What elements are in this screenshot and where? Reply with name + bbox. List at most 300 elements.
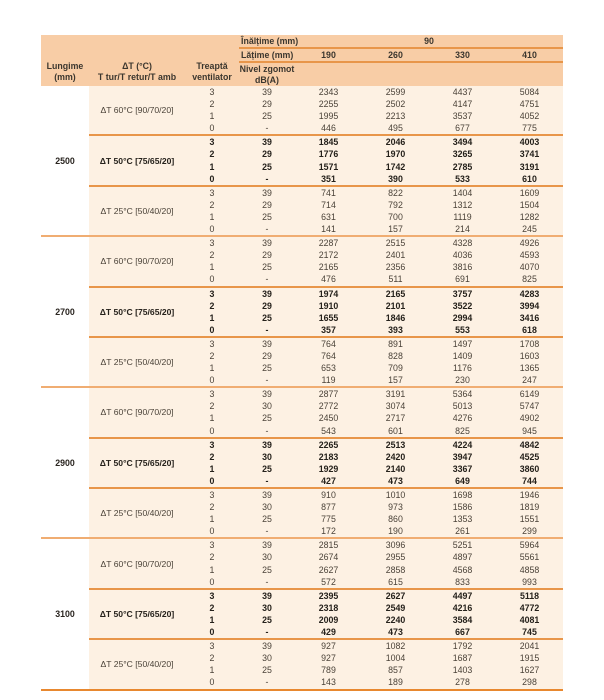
table-row — [185, 237, 563, 249]
lungime-group — [41, 386, 563, 537]
treapta-cell: 3 — [209, 187, 215, 198]
table-row — [185, 388, 563, 400]
table-row — [185, 261, 563, 273]
treapta-cell: 2 — [209, 552, 215, 563]
block-rows — [185, 388, 563, 436]
table-row — [185, 288, 563, 300]
capacity-value-cell: 700 — [388, 211, 403, 222]
treapta-cell: 1 — [209, 211, 215, 222]
table-row — [185, 676, 563, 688]
treapta-cell: 2 — [209, 250, 215, 261]
column-header-delta-t-line1: ΔT (°C) — [122, 61, 152, 71]
capacity-value-cell: 2858 — [385, 564, 406, 575]
capacity-value-cell: 3584 — [452, 614, 473, 625]
nivel-zgomot-cell: 39 — [262, 641, 272, 652]
capacity-value-cell: 1571 — [318, 161, 339, 172]
capacity-value-cell: 1497 — [452, 338, 473, 349]
capacity-value-cell: 1404 — [452, 187, 473, 198]
capacity-value-cell: 214 — [455, 224, 470, 235]
capacity-value-cell: 4224 — [452, 439, 473, 450]
capacity-value-cell: 1698 — [452, 490, 473, 500]
nivel-zgomot-cell: - — [265, 274, 269, 285]
capacity-value-cell: 825 — [522, 274, 537, 285]
block-rows — [185, 86, 563, 134]
treapta-cell: 0 — [209, 677, 215, 688]
capacity-value-cell: 1004 — [385, 653, 406, 664]
delta-t-block — [89, 338, 563, 386]
capacity-value-cell: 4858 — [519, 564, 540, 575]
capacity-value-cell: 4283 — [519, 288, 540, 299]
capacity-value-cell: 4081 — [519, 614, 540, 625]
group-blocks — [89, 86, 563, 235]
capacity-value-cell: 610 — [522, 173, 537, 184]
treapta-cell: 1 — [209, 111, 215, 122]
lungime-group — [41, 235, 563, 386]
capacity-value-cell: 495 — [388, 123, 403, 134]
capacity-value-cell: 857 — [388, 665, 403, 676]
table-row — [185, 161, 563, 173]
nivel-zgomot-cell: 25 — [262, 564, 272, 575]
nivel-zgomot-cell: 25 — [262, 463, 272, 474]
treapta-cell: 0 — [209, 375, 215, 386]
capacity-value-cell: 2599 — [385, 87, 406, 97]
nivel-zgomot-cell: 25 — [262, 665, 272, 676]
lungime-group — [41, 537, 563, 688]
capacity-value-cell: 190 — [388, 526, 403, 537]
table-row — [185, 98, 563, 110]
nivel-zgomot-cell: - — [265, 526, 269, 537]
treapta-cell: 3 — [209, 490, 215, 500]
lungime-cell: 2900 — [41, 388, 89, 537]
capacity-value-cell: 3074 — [385, 401, 406, 412]
treapta-cell: 1 — [209, 514, 215, 525]
capacity-value-cell: 3947 — [452, 451, 473, 462]
treapta-cell: 2 — [209, 300, 215, 311]
treapta-cell: 0 — [209, 627, 215, 638]
capacity-value-cell: 2513 — [385, 439, 406, 450]
block-rows — [185, 136, 563, 184]
capacity-value-cell: 744 — [522, 475, 537, 486]
capacity-value-cell: 653 — [321, 363, 336, 374]
treapta-cell: 2 — [209, 401, 215, 412]
table-row — [185, 338, 563, 350]
delta-t-label: ΔT 60°C [90/70/20] — [100, 558, 174, 569]
header-row-nivel — [239, 63, 563, 86]
nivel-zgomot-cell: 25 — [262, 614, 272, 625]
treapta-cell: 1 — [209, 161, 215, 172]
capacity-value-cell: 2213 — [385, 111, 406, 122]
capacity-value-cell: 5747 — [519, 401, 540, 412]
capacity-value-cell: 1995 — [318, 111, 339, 122]
treapta-cell: 1 — [209, 262, 215, 273]
capacity-value-cell: 891 — [388, 338, 403, 349]
capacity-value-cell: 4897 — [452, 552, 473, 563]
nivel-zgomot-cell: 29 — [262, 199, 272, 210]
capacity-value-cell: 789 — [321, 665, 336, 676]
capacity-value-cell: 1010 — [385, 490, 406, 500]
block-rows — [185, 640, 563, 688]
nivel-zgomot-cell: 30 — [262, 451, 272, 462]
nivel-zgomot-cell: 30 — [262, 502, 272, 513]
nivel-zgomot-cell: 39 — [262, 137, 272, 148]
delta-t-block — [89, 640, 563, 688]
capacity-value-cell: 825 — [455, 425, 470, 436]
nivel-zgomot-cell: 25 — [262, 363, 272, 374]
capacity-value-cell: 1176 — [453, 363, 472, 374]
capacity-value-cell: 1974 — [318, 288, 339, 299]
capacity-value-cell: 1819 — [519, 502, 540, 513]
treapta-cell: 3 — [209, 641, 215, 652]
nivel-zgomot-cell: 39 — [262, 87, 272, 97]
delta-t-block — [89, 237, 563, 285]
capacity-value-cell: 476 — [321, 274, 336, 285]
treapta-cell: 2 — [209, 350, 215, 361]
delta-t-block — [89, 437, 563, 489]
capacity-value-cell: 3416 — [519, 312, 540, 323]
lungime-cell: 3100 — [41, 539, 89, 688]
treapta-cell: 2 — [209, 451, 215, 462]
capacity-value-cell: 927 — [321, 641, 336, 652]
capacity-value-cell: 429 — [321, 627, 336, 638]
treapta-cell: 2 — [209, 99, 215, 110]
capacity-value-cell: 2318 — [318, 602, 339, 613]
capacity-value-cell: 1403 — [452, 665, 473, 676]
delta-t-block — [89, 489, 563, 537]
capacity-value-cell: 572 — [321, 576, 336, 587]
capacity-value-cell: 2183 — [318, 451, 339, 462]
lungime-cell: 2500 — [41, 86, 89, 235]
capacity-value-cell: 1119 — [453, 211, 472, 222]
delta-t-label: ΔT 50°C [75/65/20] — [99, 306, 175, 317]
nivel-zgomot-cell: 39 — [262, 338, 272, 349]
table-row — [185, 300, 563, 312]
table-row — [185, 199, 563, 211]
capacity-value-cell: 2674 — [318, 552, 339, 563]
capacity-value-cell: 2420 — [385, 451, 406, 462]
capacity-value-cell: 4328 — [452, 238, 473, 249]
capacity-value-cell: 2785 — [452, 161, 473, 172]
capacity-value-cell: 2255 — [318, 99, 339, 110]
nivel-zgomot-cell: - — [265, 425, 269, 436]
capacity-value-cell: 1627 — [519, 665, 540, 676]
capacity-value-cell: 5013 — [452, 401, 473, 412]
capacity-value-cell: 1792 — [452, 641, 473, 652]
delta-t-block — [89, 187, 563, 235]
treapta-cell: 1 — [209, 614, 215, 625]
nivel-zgomot-cell: - — [265, 324, 269, 335]
table-row — [185, 249, 563, 261]
capacity-value-cell: 927 — [321, 653, 336, 664]
treapta-cell: 3 — [209, 338, 215, 349]
delta-t-block — [89, 86, 563, 134]
capacity-value-cell: 1845 — [318, 137, 339, 148]
table-row — [185, 513, 563, 525]
capacity-value-cell: 4902 — [519, 413, 540, 424]
capacity-value-cell: 1365 — [519, 363, 540, 374]
table-row — [185, 640, 563, 652]
capacity-value-cell: 1609 — [519, 187, 540, 198]
capacity-value-cell: 877 — [321, 502, 336, 513]
delta-t-label: ΔT 60°C [90/70/20] — [100, 256, 174, 267]
table-row — [185, 324, 563, 336]
capacity-value-cell: 5118 — [519, 590, 540, 601]
table-row — [185, 412, 563, 424]
capacity-value-cell: 828 — [388, 350, 403, 361]
capacity-value-cell: 4036 — [452, 250, 473, 261]
capacity-value-cell: 618 — [522, 324, 537, 335]
delta-t-block — [89, 388, 563, 436]
capacity-value-cell: 351 — [321, 173, 336, 184]
table-row — [185, 122, 563, 134]
table-row — [185, 451, 563, 463]
capacity-value-cell: 2172 — [318, 250, 339, 261]
capacity-value-cell: 189 — [388, 677, 403, 688]
nivel-zgomot-cell: - — [265, 224, 269, 235]
capacity-value-cell: 2877 — [318, 389, 339, 400]
delta-t-label: ΔT 60°C [90/70/20] — [100, 105, 174, 116]
capacity-value-cell: 1742 — [385, 161, 406, 172]
capacity-value-cell: 533 — [455, 173, 470, 184]
column-header-lungime — [41, 35, 89, 86]
capacity-value-cell: 649 — [455, 475, 470, 486]
column-header-delta-t-line2: T tur/T retur/T amb — [97, 72, 177, 82]
capacity-value-cell: 1929 — [318, 463, 339, 474]
capacity-value-cell: 1551 — [519, 514, 540, 525]
table-row — [185, 539, 563, 551]
nivel-zgomot-cell: 39 — [262, 288, 272, 299]
treapta-cell: 3 — [209, 590, 215, 601]
delta-t-label: ΔT 50°C [75/65/20] — [99, 155, 175, 166]
capacity-value-cell: 247 — [522, 375, 537, 386]
table-row — [185, 463, 563, 475]
capacity-value-cell: 4003 — [519, 137, 540, 148]
treapta-cell: 1 — [209, 413, 215, 424]
table-row — [185, 400, 563, 412]
capacity-value-cell: 1312 — [452, 199, 473, 210]
table-row — [185, 110, 563, 122]
capacity-value-cell: 3816 — [452, 262, 473, 273]
table-row — [185, 223, 563, 235]
treapta-cell: 2 — [209, 199, 215, 210]
delta-t-label: ΔT 25°C [50/40/20] — [100, 357, 174, 368]
table-row — [185, 86, 563, 98]
capacity-value-cell: 2627 — [318, 564, 339, 575]
capacity-value-cell: 709 — [388, 363, 403, 374]
capacity-value-cell: 1409 — [452, 350, 473, 361]
nivel-zgomot-cell: 29 — [262, 250, 272, 261]
capacity-value-cell: 2450 — [318, 413, 339, 424]
capacity-value-cell: 245 — [522, 224, 537, 235]
capacity-value-cell: 357 — [321, 324, 336, 335]
capacity-value-cell: 5084 — [519, 87, 540, 97]
nivel-zgomot-cell: 39 — [262, 389, 272, 400]
treapta-cell: 1 — [209, 463, 215, 474]
capacity-value-cell: 3994 — [519, 300, 540, 311]
capacity-value-cell: 3522 — [452, 300, 473, 311]
table-row — [185, 350, 563, 362]
nivel-zgomot-cell: - — [265, 627, 269, 638]
treapta-cell: 2 — [209, 149, 215, 160]
table-row — [185, 551, 563, 563]
capacity-value-cell: 2009 — [318, 614, 339, 625]
treapta-cell: 1 — [209, 564, 215, 575]
capacity-value-cell: 1603 — [519, 350, 540, 361]
column-header-treapta-line1: Treaptă — [196, 61, 228, 71]
delta-t-block — [89, 286, 563, 338]
capacity-value-cell: 2041 — [519, 641, 540, 652]
capacity-value-cell: 553 — [455, 324, 470, 335]
capacity-value-cell: 792 — [388, 199, 403, 210]
column-header-nivel-line1: Nivel zgomot — [239, 64, 295, 74]
delta-t-label: ΔT 25°C [50/40/20] — [100, 205, 174, 216]
column-header-nivel-line2: dB(A) — [255, 74, 279, 85]
capacity-value-cell: 1586 — [452, 502, 473, 513]
block-rows — [185, 590, 563, 638]
capacity-value-cell: 473 — [388, 475, 403, 486]
capacity-value-cell: 3265 — [452, 149, 473, 160]
table-header-right — [239, 35, 563, 86]
table-row — [185, 652, 563, 664]
table-row — [185, 273, 563, 285]
treapta-cell: 0 — [209, 526, 215, 537]
capacity-value-cell: 2140 — [385, 463, 406, 474]
capacity-value-cell: 3741 — [519, 149, 540, 160]
capacity-value-cell: 3494 — [452, 137, 473, 148]
delta-t-label: ΔT 25°C [50/40/20] — [100, 659, 174, 670]
capacity-value-cell: 1082 — [385, 641, 406, 652]
capacity-value-cell: 993 — [522, 576, 537, 587]
column-header-delta-t — [89, 35, 185, 86]
nivel-zgomot-cell: 39 — [262, 490, 272, 500]
table-row — [185, 211, 563, 223]
table-row — [185, 374, 563, 386]
capacity-value-cell: 3096 — [385, 540, 406, 551]
nivel-zgomot-cell: 25 — [262, 312, 272, 323]
treapta-cell: 0 — [209, 475, 215, 486]
capacity-value-cell: 2627 — [385, 590, 406, 601]
column-header-nivel-zgomot — [239, 63, 295, 86]
capacity-value-cell: 4751 — [519, 99, 540, 110]
block-rows — [185, 237, 563, 285]
column-header-lungime-line1: Lungime — [46, 61, 84, 71]
lungime-cell: 2700 — [41, 237, 89, 386]
capacity-value-cell: 833 — [455, 576, 470, 587]
table-row — [185, 489, 563, 501]
capacity-value-cell: 2265 — [318, 439, 339, 450]
capacity-value-cell: 1353 — [452, 514, 473, 525]
nivel-zgomot-cell: 30 — [262, 653, 272, 664]
capacity-value-cell: 2549 — [385, 602, 406, 613]
table-row — [185, 590, 563, 602]
nivel-zgomot-cell: - — [265, 677, 269, 688]
capacity-value-cell: 1708 — [519, 338, 540, 349]
treapta-cell: 3 — [209, 439, 215, 450]
capacity-value-cell: 2046 — [385, 137, 406, 148]
nivel-zgomot-cell: 29 — [262, 300, 272, 311]
capacity-value-cell: 2815 — [318, 540, 339, 551]
treapta-cell: 0 — [209, 425, 215, 436]
delta-t-label: ΔT 50°C [75/65/20] — [99, 457, 175, 468]
delta-t-block — [89, 588, 563, 640]
capacity-value-cell: 5364 — [452, 389, 473, 400]
capacity-value-cell: 3860 — [519, 463, 540, 474]
treapta-cell: 3 — [209, 389, 215, 400]
capacity-value-cell: 1846 — [385, 312, 406, 323]
capacity-value-cell: 973 — [388, 502, 403, 513]
capacity-value-cell: 298 — [522, 677, 537, 688]
capacity-value-cell: 1915 — [519, 653, 540, 664]
capacity-value-cell: 4497 — [452, 590, 473, 601]
delta-t-block — [89, 134, 563, 186]
capacity-value-cell: 157 — [388, 224, 403, 235]
nivel-zgomot-cell: 30 — [262, 401, 272, 412]
table-row — [185, 439, 563, 451]
table-row — [185, 136, 563, 148]
nivel-zgomot-cell: 25 — [262, 262, 272, 273]
table-row — [185, 664, 563, 676]
capacity-value-cell: 4568 — [452, 564, 473, 575]
capacity-value-cell: 615 — [388, 576, 403, 587]
capacity-value-cell: 393 — [388, 324, 403, 335]
capacity-value-cell: 141 — [321, 224, 336, 235]
capacity-value-cell: 119 — [321, 375, 336, 386]
table-row — [185, 501, 563, 513]
width-column-header: 260 — [388, 50, 403, 60]
capacity-value-cell: 2165 — [318, 262, 339, 273]
capacity-value-cell: 4772 — [519, 602, 540, 613]
block-rows — [185, 539, 563, 587]
delta-t-block — [89, 539, 563, 587]
width-column-header: 190 — [321, 50, 336, 60]
capacity-value-cell: 601 — [388, 425, 403, 436]
capacity-value-cell: 4437 — [452, 87, 473, 97]
capacity-value-cell: 3191 — [385, 389, 406, 400]
capacity-value-cell: 4593 — [519, 250, 540, 261]
capacity-value-cell: 4842 — [519, 439, 540, 450]
nivel-zgomot-cell: 29 — [262, 149, 272, 160]
width-column-header: 410 — [522, 50, 537, 60]
nivel-zgomot-cell: 25 — [262, 161, 272, 172]
header-row-latime — [239, 49, 563, 63]
capacity-value-cell: 261 — [455, 526, 470, 537]
treapta-cell: 3 — [209, 87, 215, 97]
delta-t-label: ΔT 50°C [75/65/20] — [99, 608, 175, 619]
treapta-cell: 3 — [209, 137, 215, 148]
nivel-zgomot-cell: 29 — [262, 350, 272, 361]
capacity-value-cell: 691 — [455, 274, 470, 285]
treapta-cell: 2 — [209, 653, 215, 664]
table-row — [185, 614, 563, 626]
capacity-value-cell: 172 — [321, 526, 336, 537]
block-rows — [185, 489, 563, 537]
nivel-zgomot-cell: 29 — [262, 99, 272, 110]
capacity-value-cell: 2994 — [452, 312, 473, 323]
capacity-value-cell: 2502 — [385, 99, 406, 110]
capacity-value-cell: 631 — [321, 211, 336, 222]
treapta-cell: 3 — [209, 288, 215, 299]
capacity-value-cell: 2955 — [385, 552, 406, 563]
nivel-zgomot-cell: 39 — [262, 439, 272, 450]
delta-t-label: ΔT 60°C [90/70/20] — [100, 407, 174, 418]
capacity-value-cell: 511 — [388, 274, 403, 285]
nivel-zgomot-cell: - — [265, 173, 269, 184]
capacity-value-cell: 4052 — [519, 111, 540, 122]
capacity-value-cell: 6149 — [519, 389, 540, 400]
table-row — [185, 626, 563, 638]
nivel-zgomot-cell: 39 — [262, 590, 272, 601]
table-body — [41, 86, 563, 689]
capacity-value-cell: 2772 — [318, 401, 339, 412]
